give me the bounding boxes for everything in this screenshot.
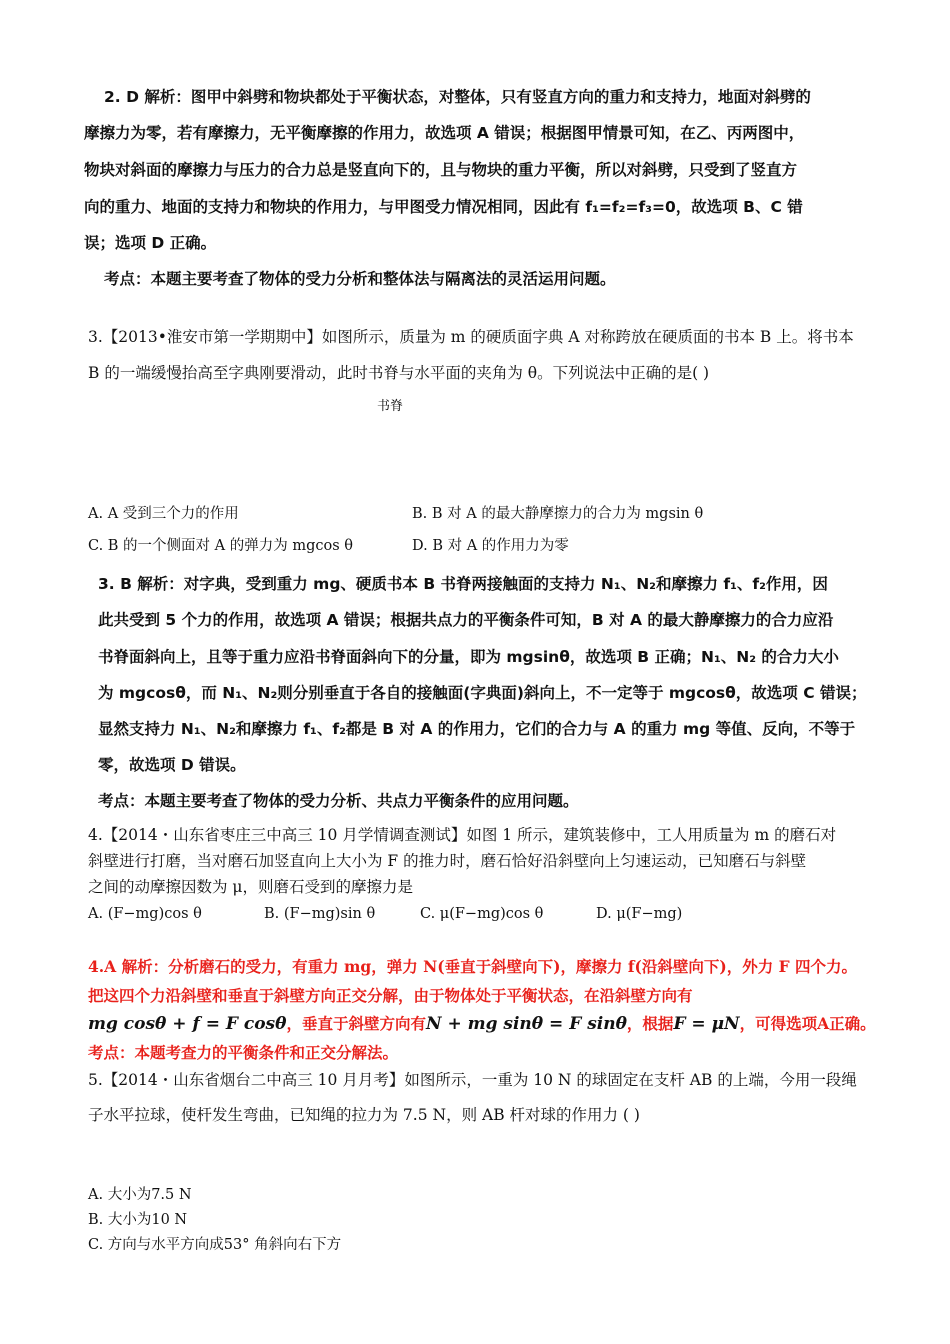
q4-stem-line-2: 斜壁进行打磨，当对磨石加竖直向上大小为 F 的推力时，磨石恰好沿斜壁向上匀速运动，已知磨石与斜壁: [88, 852, 807, 870]
q3-answer-line-5: 显然支持力 N₁、N₂和摩擦力 f₁、f₂都是 B 对 A 的作用力，它们的合力与 A 的重力 mg 等值、反向，不等于: [98, 720, 856, 738]
q2-point: 考点：本题主要考查了物体的受力分析和整体法与隔离法的灵活运用问题。: [104, 270, 616, 288]
q3-option-b: B. B 对 A 的最大静摩擦力的合力为 mgsin θ: [412, 506, 704, 522]
q3-option-c: C. B 的一个侧面对 A 的弹力为 mgcos θ: [88, 538, 354, 554]
q4-point: 考点：本题考查力的平衡条件和正交分解法。: [88, 1043, 399, 1062]
q4-stem-line-3: 之间的动摩擦因数为 μ，则磨石受到的摩擦力是: [88, 878, 414, 896]
q4-option-d: D. μ(F−mg): [596, 906, 683, 922]
q3-answer-line-1: 3. B 解析：对字典，受到重力 mg、硬质书本 B 书脊两接触面的支持力 N₁、N₂和摩擦力 f₁、f₂作用，因: [98, 575, 828, 593]
figure-label-book-spine: 书脊: [377, 399, 404, 414]
q3-stem-line-2: B 的一端缓慢抬高至字典刚要滑动，此时书脊与水平面的夹角为 θ。下列说法中正确的是( ): [88, 364, 710, 382]
equation-perpendicular: N + mg sinθ = F sinθ: [425, 1014, 627, 1034]
q2-line-5: 误；选项 D 正确。: [84, 234, 217, 252]
equation-parallel: mg cosθ + f = F cosθ: [88, 1014, 287, 1034]
q4-answer-line-2: 把这四个力沿斜壁和垂直于斜壁方向正交分解，由于物体处于平衡状态，在沿斜壁方向有: [88, 986, 693, 1005]
q4-option-b: B. (F−mg)sin θ: [264, 906, 376, 922]
q4-answer-line-1: 4.A 解析：分析磨石的受力，有重力 mg，弹力 N(垂直于斜壁向下)，摩擦力 f(沿斜壁向下)，外力 F 四个力。: [88, 957, 858, 976]
q3-option-d: D. B 对 A 的作用力为零: [412, 538, 569, 554]
q5-option-c: C. 方向与水平方向成53° 角斜向右下方: [88, 1237, 342, 1253]
q3-answer-line-3: 书脊面斜向上，且等于重力应沿书脊面斜向下的分量，即为 mgsinθ，故选项 B 正确；N₁、N₂ 的合力大小: [98, 648, 839, 666]
q3-answer-line-6: 零，故选项 D 错误。: [98, 756, 246, 774]
q5-stem-line-2: 子水平拉球，使杆发生弯曲，已知绳的拉力为 7.5 N，则 AB 杆对球的作用力 ( ): [88, 1106, 640, 1124]
q4-stem-line-1: 4.【2014・山东省枣庄三中高三 10 月学情调查测试】如图 1 所示，建筑装修中，工人用质量为 m 的磨石对: [88, 826, 837, 844]
equation-friction: F = μN: [673, 1014, 740, 1034]
q2-line-2: 摩擦力为零，若有摩擦力，无平衡摩擦的作用力，故选项 A 错误；根据图甲情景可知，在乙、丙两图中，: [84, 124, 805, 142]
q3-stem-line-1: 3.【2013•淮安市第一学期期中】如图所示，质量为 m 的硬质面字典 A 对称跨放在硬质面的书本 B 上。将书本: [88, 328, 854, 346]
q4-eq-text-1: ，垂直于斜壁方向有: [286, 1014, 426, 1033]
q3-point: 考点：本题主要考查了物体的受力分析、共点力平衡条件的应用问题。: [98, 792, 579, 810]
q2-line-4: 向的重力、地面的支持力和物块的作用力，与甲图受力情况相同，因此有 f₁=f₂=f₃=0，故选项 B、C 错: [84, 198, 803, 216]
q4-option-c: C. μ(F−mg)cos θ: [420, 906, 544, 922]
q5-option-a: A. 大小为7.5 N: [88, 1187, 192, 1203]
q3-answer-line-4: 为 mgcosθ，而 N₁、N₂则分别垂直于各自的接触面(字典面)斜向上，不一定等于 mgcosθ，故选项 C 错误；: [98, 684, 867, 702]
q2-line-1: 2. D 解析：图甲中斜劈和物块都处于平衡状态，对整体，只有竖直方向的重力和支持力，地面对斜劈的: [104, 88, 811, 106]
q4-answer-line-3: [88, 1014, 876, 1034]
q4-option-a: A. (F−mg)cos θ: [88, 906, 202, 922]
q4-eq-text-2: ，根据: [626, 1014, 674, 1033]
q5-stem-line-1: 5.【2014・山东省烟台二中高三 10 月月考】如图所示，一重为 10 N 的球固定在支杆 AB 的上端，今用一段绳: [88, 1071, 857, 1089]
q4-eq-text-3: ，可得选项A正确。: [739, 1014, 876, 1033]
q2-line-3: 物块对斜面的摩擦力与压力的合力总是竖直向下的，且与物块的重力平衡，所以对斜劈，只受到了竖直方: [84, 161, 798, 179]
q5-option-b: B. 大小为10 N: [88, 1212, 188, 1228]
q3-answer-line-2: 此共受到 5 个力的作用，故选项 A 错误；根据共点力的平衡条件可知，B 对 A 的最大静摩擦力的合力应沿: [98, 611, 834, 629]
q3-option-a: A. A 受到三个力的作用: [88, 506, 239, 522]
